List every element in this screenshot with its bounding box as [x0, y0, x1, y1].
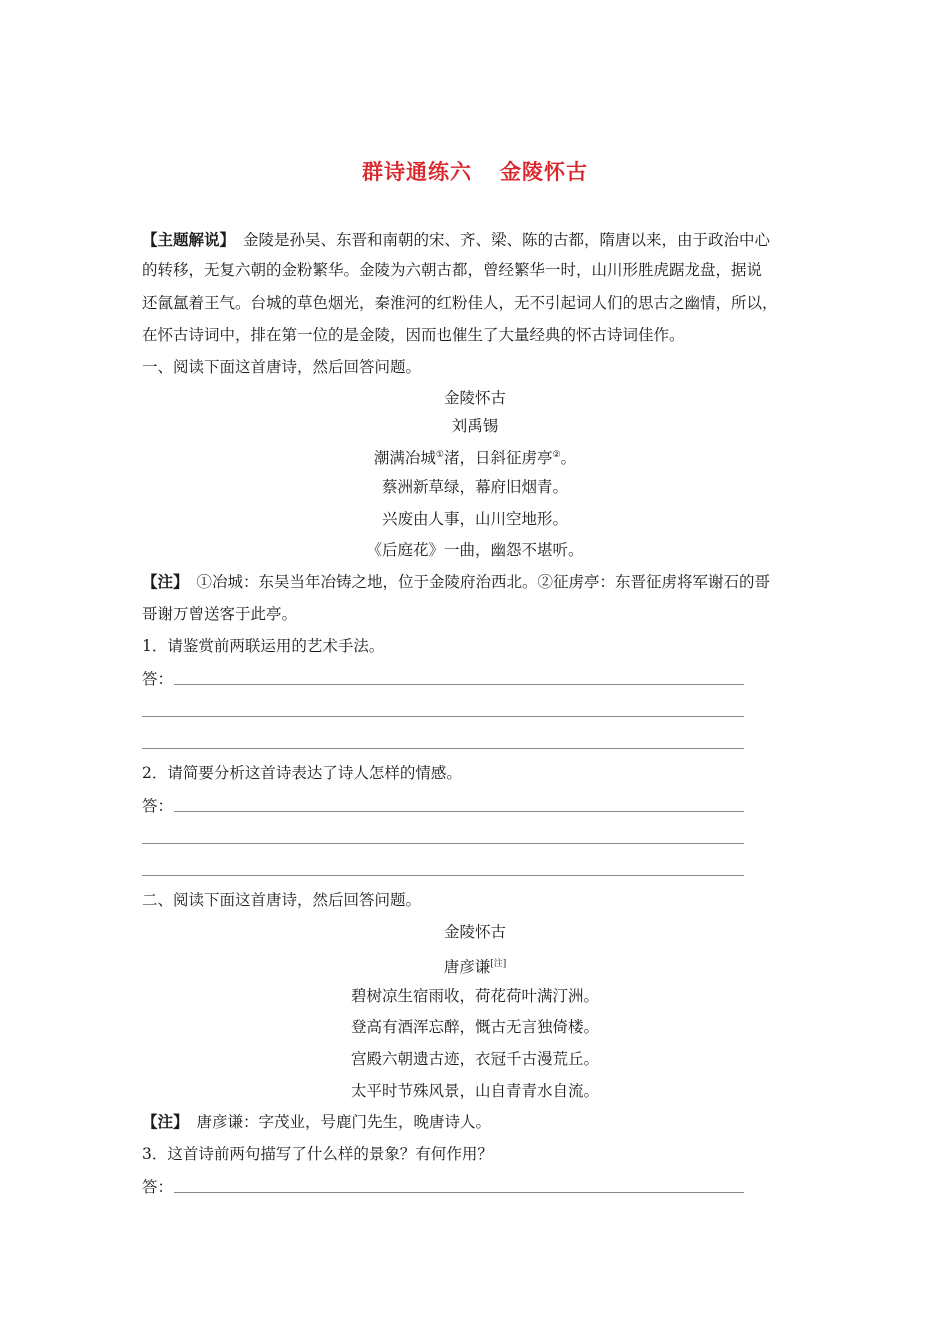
poem2-line-2: 登高有酒浑忘醉，慨古无言独倚楼。: [350, 1018, 599, 1036]
intro-label: 【主题解说】: [142, 231, 236, 249]
poem2-author-name: 唐彦谦: [443, 958, 491, 976]
poem1-note-line-1: [142, 571, 770, 593]
poem1-line-4: 《后庭花》一曲，幽怨不堪听。: [366, 541, 584, 559]
intro-line-2: 的转移，无复六朝的金粉繁华。金陵为六朝古都，曾经繁华一时，山川形胜虎踞龙盘，据说: [142, 261, 763, 279]
note-text-2: 唐彦谦：字茂业，号鹿门先生，晚唐诗人。: [196, 1113, 492, 1131]
question-3: 3．这首诗前两句描写了什么样的景象？有何作用？: [142, 1145, 493, 1163]
poem1-line-1: [0, 444, 950, 469]
poem2-note: [142, 1111, 491, 1133]
intro-line-4: 在怀古诗词中，排在第一位的是金陵，因而也催生了大量经典的怀古诗词佳作。: [142, 326, 685, 344]
question-1: 1．请鉴赏前两联运用的艺术手法。: [142, 637, 385, 655]
poem2-author: [0, 953, 950, 978]
note-label: 【注】: [142, 573, 189, 591]
title-part-1: 群诗通练六: [362, 160, 472, 184]
intro-text-1: 金陵是孙吴、东晋和南朝的宋、齐、梁、陈的古都，隋唐以来，由于政治中心: [243, 231, 771, 249]
answer-line-2b[interactable]: [142, 843, 744, 844]
poem1-line-1-c: 。: [560, 449, 577, 467]
footnote-marker-note: [注]: [490, 959, 507, 969]
poem1-line-1-b: 渚，日斜征虏亭: [443, 449, 553, 467]
poem1-line-3: 兴废由人事，山川空地形。: [381, 510, 568, 528]
poem1-note-line-2: 哥谢万曾送客于此亭。: [142, 605, 298, 623]
poem2-line-3: 宫殿六朝遗古迹，衣冠千古漫荒丘。: [350, 1050, 599, 1068]
note-text-1: ①冶城：东吴当年冶铸之地，位于金陵府治西北。②征虏亭：东晋征虏将军谢石的哥: [196, 573, 771, 591]
answer-line-2a[interactable]: [174, 811, 744, 812]
answer-line-1a[interactable]: [174, 684, 744, 685]
section1-heading: 一、阅读下面这首唐诗，然后回答问题。: [142, 358, 422, 376]
answer-label-2: 答：: [142, 797, 174, 815]
intro-line-3: 还氤氲着王气。台城的草色烟光，秦淮河的红粉佳人，无不引起词人们的思古之幽情，所以，: [142, 294, 778, 312]
title-part-2: 金陵怀古: [500, 160, 588, 184]
note-label-2: 【注】: [142, 1113, 189, 1131]
poem2-title: 金陵怀古: [443, 923, 506, 941]
answer-line-2c[interactable]: [142, 875, 744, 876]
page-title: [0, 156, 950, 186]
section2-heading: 二、阅读下面这首唐诗，然后回答问题。: [142, 891, 422, 909]
poem1-title: 金陵怀古: [443, 389, 506, 407]
poem1-line-2: 蔡洲新草绿，幕府旧烟青。: [381, 478, 568, 496]
poem1-author: 刘禹锡: [451, 417, 499, 435]
footnote-marker-2: ②: [552, 450, 561, 460]
poem2-line-4: 太平时节殊风景，山自青青水自流。: [350, 1082, 599, 1100]
footnote-marker-1: ①: [435, 450, 444, 460]
answer-line-1c[interactable]: [142, 748, 744, 749]
answer-label-3: 答：: [142, 1178, 174, 1196]
answer-line-3a[interactable]: [174, 1192, 744, 1193]
answer-label-1: 答：: [142, 670, 174, 688]
poem1-line-1-a: 潮满冶城: [373, 449, 436, 467]
poem2-line-1: 碧树凉生宿雨收，荷花荷叶满汀洲。: [350, 987, 599, 1005]
intro-line-1: [142, 229, 770, 251]
answer-line-1b[interactable]: [142, 716, 744, 717]
question-2: 2．请简要分析这首诗表达了诗人怎样的情感。: [142, 764, 462, 782]
